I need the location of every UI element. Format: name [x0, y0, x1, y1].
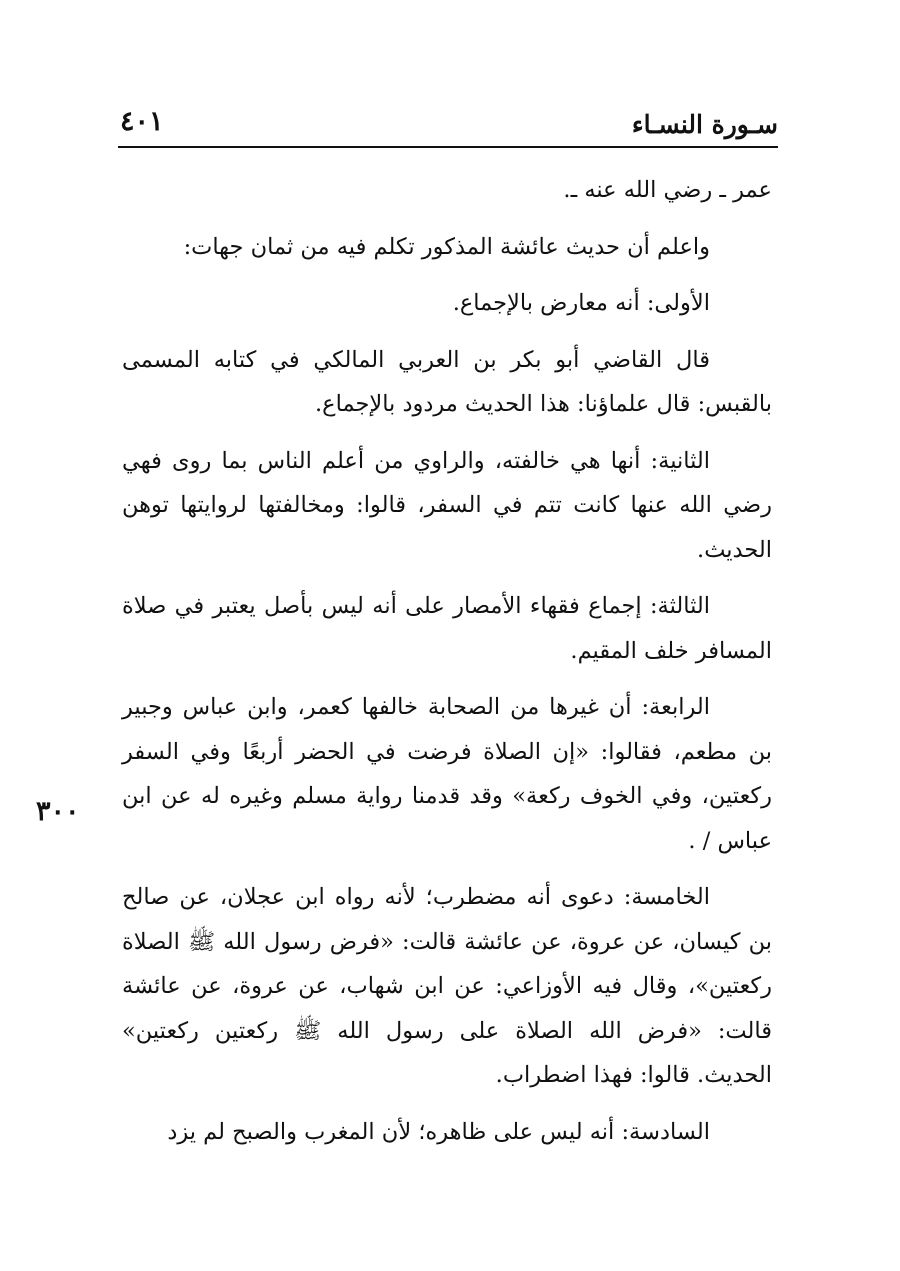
page-number: ٤٠١: [120, 106, 164, 137]
surah-title: سـورة النسـاء: [631, 110, 778, 139]
page-body: [122, 168, 772, 1166]
page-header: [118, 100, 778, 148]
paragraph-sixth: السادسة: أنه ليس على ظاهره؛ لأن المغرب والصبح لم يزد: [167, 1118, 710, 1145]
paragraph-continuation: عمر ـ رضي الله عنه ـ.: [563, 177, 772, 203]
paragraph-third: الثالثة: إجماع فقهاء الأمصار على أنه ليس بأصل يعتبر في صلاة المسافر خلف المقيم.: [122, 593, 772, 664]
paragraph-first: الأولى: أنه معارض بالإجماع.: [452, 290, 710, 316]
paragraph-fourth: الرابعة: أن غيرها من الصحابة خالفها كعمر، وابن عباس وجبير بن مطعم، فقالوا: «إن الصلاة فرضت في الحضر أربعًا وفي السفر ركعتين، وفي الخوف ركعة» وقد قدمنا رواية مسلم وغيره له عن ابن عباس / .: [122, 694, 772, 854]
paragraph-intro: واعلم أن حديث عائشة المذكور تكلم فيه من ثمان جهات:: [183, 233, 710, 260]
margin-page-reference: ٣٠٠: [36, 796, 80, 827]
paragraph-ibn-arabi: قال القاضي أبو بكر بن العربي المالكي في كتابه المسمى بالقبس: قال علماؤنا: هذا الحديث مردود بالإجماع.: [122, 346, 772, 417]
paragraph-second: الثانية: أنها هي خالفته، والراوي من أعلم الناس بما روى فهي رضي الله عنها كانت تتم في السفر، قالوا: ومخالفتها لروايتها توهن الحديث.: [122, 447, 772, 563]
paragraph-fifth: الخامسة: دعوى أنه مضطرب؛ لأنه رواه ابن عجلان، عن صالح بن كيسان، عن عروة، عن عائشة قالت: «فرض رسول الله ﷺ الصلاة ركعتين»، وقال فيه الأوزاعي: عن ابن شهاب، عن عروة، عن عائشة قالت: «فرض الله الصلاة على رسول الله ﷺ ركعتين ركعتين» الحديث. قالوا: فهذا اضطراب.: [122, 884, 772, 1088]
